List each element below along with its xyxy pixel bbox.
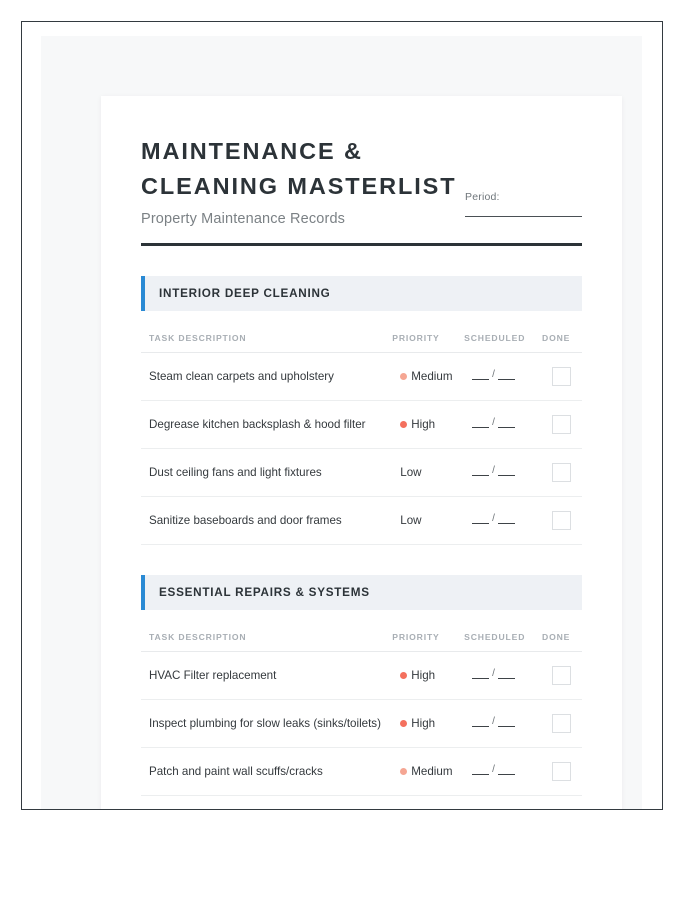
column-header-task: TASK DESCRIPTION — [141, 313, 392, 353]
table-row — [141, 401, 582, 449]
table-header-row — [141, 612, 582, 652]
page-backdrop — [41, 36, 642, 810]
task-description: Inspect plumbing for slow leaks (sinks/toilets) — [141, 700, 392, 748]
scheduled-date-blank[interactable] — [472, 716, 515, 727]
scheduled-month-blank[interactable] — [472, 467, 489, 476]
scheduled-date-blank[interactable] — [472, 417, 515, 428]
task-table — [141, 612, 582, 796]
scheduled-slash: / — [492, 417, 495, 428]
scheduled-cell[interactable] — [464, 700, 542, 748]
scheduled-cell[interactable] — [464, 748, 542, 796]
page-title-line-1: MAINTENANCE & — [141, 138, 363, 164]
page-title-line-2: CLEANING MASTERLIST — [141, 173, 457, 199]
header-divider-rule — [141, 243, 582, 246]
section-title: ESSENTIAL REPAIRS & SYSTEMS — [159, 586, 370, 599]
section-header — [141, 276, 582, 311]
document-viewport-frame — [21, 21, 663, 810]
done-checkbox[interactable] — [552, 511, 571, 530]
priority-label: High — [411, 418, 436, 431]
priority-cell — [392, 700, 464, 748]
priority-cell — [392, 497, 464, 545]
table-row — [141, 652, 582, 700]
priority-dot-icon — [400, 720, 407, 727]
column-header-done: DONE — [542, 612, 582, 652]
scheduled-day-blank[interactable] — [498, 766, 515, 775]
scheduled-slash: / — [492, 513, 495, 524]
scheduled-day-blank[interactable] — [498, 371, 515, 380]
scheduled-cell[interactable] — [464, 401, 542, 449]
priority-label: High — [411, 669, 436, 682]
page-subtitle: Property Maintenance Records — [141, 211, 346, 227]
period-label: Period: — [465, 191, 500, 203]
column-header-done: DONE — [542, 313, 582, 353]
scheduled-date-blank[interactable] — [472, 513, 515, 524]
task-section — [141, 575, 582, 796]
scheduled-day-blank[interactable] — [498, 467, 515, 476]
priority-label: Low — [400, 466, 422, 479]
scheduled-slash: / — [492, 764, 495, 775]
table-row — [141, 748, 582, 796]
table-row — [141, 700, 582, 748]
sections-container — [141, 276, 582, 796]
period-field[interactable] — [465, 191, 582, 217]
column-header-scheduled: SCHEDULED — [464, 313, 542, 353]
scheduled-date-blank[interactable] — [472, 764, 515, 775]
table-header-row — [141, 313, 582, 353]
done-checkbox[interactable] — [552, 463, 571, 482]
period-input-line[interactable] — [465, 216, 582, 217]
done-cell[interactable] — [542, 700, 582, 748]
column-header-priority: PRIORITY — [392, 612, 464, 652]
task-description: Patch and paint wall scuffs/cracks — [141, 748, 392, 796]
done-checkbox[interactable] — [552, 415, 571, 434]
document-header — [141, 134, 582, 246]
done-checkbox[interactable] — [552, 367, 571, 386]
done-checkbox[interactable] — [552, 666, 571, 685]
task-description: Sanitize baseboards and door frames — [141, 497, 392, 545]
scheduled-day-blank[interactable] — [498, 515, 515, 524]
done-cell[interactable] — [542, 401, 582, 449]
scheduled-month-blank[interactable] — [472, 670, 489, 679]
priority-cell — [392, 353, 464, 401]
table-row — [141, 449, 582, 497]
scheduled-month-blank[interactable] — [472, 371, 489, 380]
priority-cell — [392, 449, 464, 497]
table-row — [141, 353, 582, 401]
priority-label: High — [411, 717, 436, 730]
scheduled-cell[interactable] — [464, 449, 542, 497]
page-title — [141, 134, 471, 204]
task-description: Steam clean carpets and upholstery — [141, 353, 392, 401]
scheduled-slash: / — [492, 369, 495, 380]
priority-dot-icon — [400, 373, 407, 380]
task-section — [141, 276, 582, 545]
scheduled-cell[interactable] — [464, 497, 542, 545]
scheduled-day-blank[interactable] — [498, 670, 515, 679]
column-header-scheduled: SCHEDULED — [464, 612, 542, 652]
column-header-priority: PRIORITY — [392, 313, 464, 353]
done-cell[interactable] — [542, 353, 582, 401]
done-cell[interactable] — [542, 497, 582, 545]
task-description: Dust ceiling fans and light fixtures — [141, 449, 392, 497]
priority-dot-icon — [400, 768, 407, 775]
scheduled-date-blank[interactable] — [472, 668, 515, 679]
priority-cell — [392, 748, 464, 796]
priority-cell — [392, 652, 464, 700]
scheduled-cell[interactable] — [464, 652, 542, 700]
done-cell[interactable] — [542, 652, 582, 700]
scheduled-month-blank[interactable] — [472, 718, 489, 727]
section-header — [141, 575, 582, 610]
priority-cell — [392, 401, 464, 449]
section-title: INTERIOR DEEP CLEANING — [159, 287, 331, 300]
priority-label: Low — [400, 514, 422, 527]
priority-dot-icon — [400, 672, 407, 679]
task-description: HVAC Filter replacement — [141, 652, 392, 700]
scheduled-slash: / — [492, 668, 495, 679]
table-row — [141, 497, 582, 545]
scheduled-cell[interactable] — [464, 353, 542, 401]
done-cell[interactable] — [542, 748, 582, 796]
scheduled-slash: / — [492, 465, 495, 476]
scheduled-month-blank[interactable] — [472, 766, 489, 775]
task-description: Degrease kitchen backsplash & hood filter — [141, 401, 392, 449]
done-checkbox[interactable] — [552, 714, 571, 733]
column-header-task: TASK DESCRIPTION — [141, 612, 392, 652]
priority-label: Medium — [411, 370, 453, 383]
scheduled-date-blank[interactable] — [472, 465, 515, 476]
document-card — [101, 96, 622, 810]
scheduled-day-blank[interactable] — [498, 718, 515, 727]
done-cell[interactable] — [542, 449, 582, 497]
scheduled-date-blank[interactable] — [472, 369, 515, 380]
scheduled-month-blank[interactable] — [472, 419, 489, 428]
scheduled-slash: / — [492, 716, 495, 727]
scheduled-day-blank[interactable] — [498, 419, 515, 428]
task-table — [141, 313, 582, 545]
priority-label: Medium — [411, 765, 453, 778]
priority-dot-icon — [400, 421, 407, 428]
done-checkbox[interactable] — [552, 762, 571, 781]
scheduled-month-blank[interactable] — [472, 515, 489, 524]
